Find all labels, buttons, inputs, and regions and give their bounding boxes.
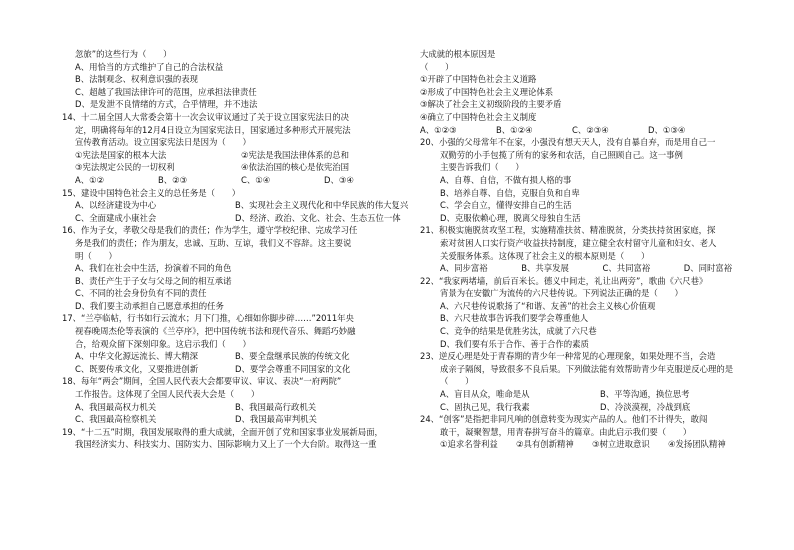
q16-option-d: D、我们要主动承担自己愿意承担的任务 [75,300,224,311]
q19-choice-b: B、①②④ [496,124,533,135]
q17-option-b: B、要全盘继承民族的传统文化 [235,351,350,362]
q14-statements-row2 [62,161,407,174]
q20-option-b: B、培养自尊、自信，克服自负和自卑 [440,187,580,198]
q19-stem-1: 19、“十二五”时期，我国发展取得的重大成就，全面开创了党和国家事业发展新局面， [62,426,383,437]
q14-choice-a: A、①② [75,174,105,185]
q20-stem-1: 20、小强的父母常年不在家，小强没有想天天人，没有自暴自弃，而是用自己一 [420,137,716,148]
q21-choice-d: D、同时富裕 [683,263,733,274]
q19-choice-c: C、②③④ [572,124,609,135]
q16-option-a: A、我们在社会中生活，扮演着不同的角色 [75,263,232,274]
q17-option-c: C、既要传承文化，又要推进创新 [75,363,199,374]
q17-stem-2: 视春晚周杰伦等表演的《兰亭序》，把中国传统书法和现代音乐、舞蹈巧妙融 [75,326,356,337]
q15-option-d: D、经济、政治、文化、社会、生态五位一体 [235,212,401,223]
q24-statement-3: ③树立进取意识 [592,439,650,450]
q14-statement-4: ④依法治国的核心是依宪治国 [241,162,350,173]
q14-statement-2: ②宪法是我国法律体系的总和 [241,149,350,160]
q14-choices [62,174,407,187]
q22-stem-1: 22、“我家两堵墙，前后百米长。德义中间走，礼让出两旁”，歌曲《六尺巷》 [420,275,708,286]
q14-statements-row1 [62,149,407,162]
q21-choice-c: C、共同富裕 [602,263,651,274]
q24-statement-2: ②具有创新精神 [516,439,574,450]
q14-statement-3: ③宪法规定公民的一切权利 [75,162,175,173]
q23-option-d: D、冷淡漠视，冷战到底 [600,401,691,412]
q24-stem-1: 24、“创客”是指把非同凡响的创意转变为现实产品的人。他们不计得失，敢闯 [420,414,708,425]
q19-statement-2: ②形成了中国特色社会主义理论体系 [420,86,554,97]
q20-stem-3: 主要告诉我们（ ） [440,162,524,173]
q19-statement-4: ④确立了中国特色社会主义制度 [420,111,537,122]
q23-option-c: C、固执己见，我行我素 [440,401,530,412]
q18-options-row2 [62,413,407,426]
q17-option-a: A、中华文化源远流长、博大精深 [75,351,198,362]
q13-option-d: D、是发泄不良情绪的方式，合乎情理，并不违法 [75,99,258,110]
q16-stem-1: 16、作为子女，孝敬父母是我们的责任；作为学生，遵守学校纪律、完成学习任 [62,225,358,236]
q23-stem-2: 成亲子隔阂，导致很多不良后果。下列做法能有效帮助青少年克服逆反心理的是 [440,363,734,374]
q17-options-row1 [62,350,407,363]
q17-stem-3: 合，给观众留下深刻印象。这启示我们（ ） [75,338,251,349]
q18-options-row1 [62,401,407,414]
q20-option-a: A、自尊、自信，不做有损人格的事 [440,174,572,185]
q23-options-row1 [420,388,765,401]
q19-stem-2: 我国经济实力、科技实力、国防实力、国际影响力又上了一个大台阶。取得这一重 [75,439,377,450]
q18-stem-2: 工作报告。这体现了全国人民代表大会是（ ） [75,389,260,400]
q21-stem-3: 关爱服务体系。这体现了社会主义的根本原则是（ ） [440,250,650,261]
q14-choice-b: B、②③ [158,174,188,185]
q14-statement-1: ①宪法是国家的根本大法 [75,149,167,160]
q15-stem: 15、建设中国特色社会主义的总任务是（ ） [62,187,241,198]
q19-choice-a: A、①②③ [420,124,457,135]
q23-options-row2 [420,401,765,414]
q14-stem-3: 宣传教育活动。设立国家宪法日是因为（ ） [75,137,251,148]
q13-option-a: A、用恰当的方式维护了自己的合法权益 [75,61,224,72]
q14-stem-1: 14、十二届全国人大常委会第十一次会议审议通过了关于设立国家宪法日的决 [62,111,350,122]
q13-tail: 忽旅”的这些行为（ ） [75,49,172,59]
q17-options-row2 [62,363,407,376]
q16-stem-2: 务是我们的责任；作为朋友，忠诚、互助、互谅，我们义不容辞。这主要说 [75,237,352,248]
q17-stem-1: 17、“兰亭临帖，行书如行云流水；月下门推，心细如你脚步碎……”2011年央 [62,313,354,324]
q17-option-d: D、要学会尊重不同国家的文化 [235,363,351,374]
q23-option-a: A、盲目从众，唯命是从 [440,389,530,400]
q23-stem-1: 23、逆反心理是处于青春期的青少年一种常见的心理现象，如果处理不当，会造 [420,351,716,362]
q21-choice-b: B、共享发展 [521,263,569,274]
q20-stem-2: 双勤劳的小手包揽了所有的家务和农活，自己照顾自己。这一事例 [440,149,683,160]
q14-choice-c: C、①④ [241,174,271,185]
q19-choice-d: D、①③④ [648,124,686,135]
q21-choices [420,262,765,275]
q23-option-b: B、平等沟通，换位思考 [600,389,690,400]
q19-statement-3: ③解决了社会主义初级阶段的主要矛盾 [420,99,562,110]
q21-stem-2: 索对贫困人口实行资产收益扶持制度，建立健全农村留守儿童和妇女、老人 [440,237,717,248]
q15-option-c: C、全面建成小康社会 [75,212,157,223]
q24-statement-1: ①追求名誉利益 [440,439,498,450]
q24-stem-2: 敢干，凝聚智慧，用青春拼写奋斗的篇章。由此启示我们要（ ） [440,426,692,437]
q14-stem-2: 定，明确将每年的12月4日设立为国家宪法日，国家通过多种形式开展宪法 [75,124,351,135]
q18-option-b: B、我国最高行政机关 [235,401,317,412]
q21-choice-a: A、同步富裕 [440,263,488,274]
q19-paren: （ ） [420,61,454,72]
left-column [62,48,407,451]
q15-options-row2 [62,212,407,225]
q20-option-d: D、克服依赖心理，脱离父母独自生活 [440,212,581,223]
q24-statement-4: ④发扬团队精神 [668,439,726,450]
q19-choices [420,124,765,137]
q18-option-a: A、我国最高权力机关 [75,401,157,412]
q22-option-b: B、六尺巷故事告诉我们要学会尊重他人 [440,313,589,324]
q13-option-b: B、法制观念、权利意识强的表现 [75,74,198,85]
q23-stem-3: （ ） [440,376,474,387]
q24-statements [420,438,765,451]
q16-stem-3: 明（ ） [75,250,117,261]
q16-option-b: B、责任产生于子女与父母之间的相互承诺 [75,275,232,286]
q15-option-b: B、实现社会主义现代化和中华民族的伟大复兴 [235,200,409,211]
q15-option-a: A、以经济建设为中心 [75,200,157,211]
q18-stem-1: 18、每年“两会”期间，全国人民代表大会都要审议、审议、表决“一府两院” [62,376,342,387]
q19-statement-1: ①开辟了中国特色社会主义道路 [420,74,537,85]
q16-option-c: C、不同的社会身份负有不同的责任 [75,288,207,299]
q13-option-c: C、超越了我国法律许可的范围，应承担法律责任 [75,86,257,97]
q22-stem-2: 宵景为在安徽广为流传的六尺巷传说。下列说法正确的是（ ） [440,288,683,299]
q18-option-c: C、我国最高检察机关 [75,414,157,425]
q21-stem-1: 21、积极实施脱贫攻坚工程，实施精准扶贫、精准脱贫，分类扶持贫困家庭，探 [420,225,716,236]
q14-choice-d: D、③④ [324,174,354,185]
q22-option-d: D、我们要有乐于合作、善于合作的素质 [440,338,589,349]
q20-option-c: C、学会自立，懂得安排自己的生活 [440,200,572,211]
right-column [420,48,765,451]
q22-option-c: C、竞争的结果是优胜劣汰，成就了六尺巷 [440,326,597,337]
q18-option-d: D、我国最高审判机关 [235,414,317,425]
q19-tail: 大成就的根本原因是 [420,49,496,59]
q15-options-row1 [62,199,407,212]
q22-option-a: A、六尺巷传说歌扬了“和谐、友善”的社会主义核心价值观 [440,300,656,311]
